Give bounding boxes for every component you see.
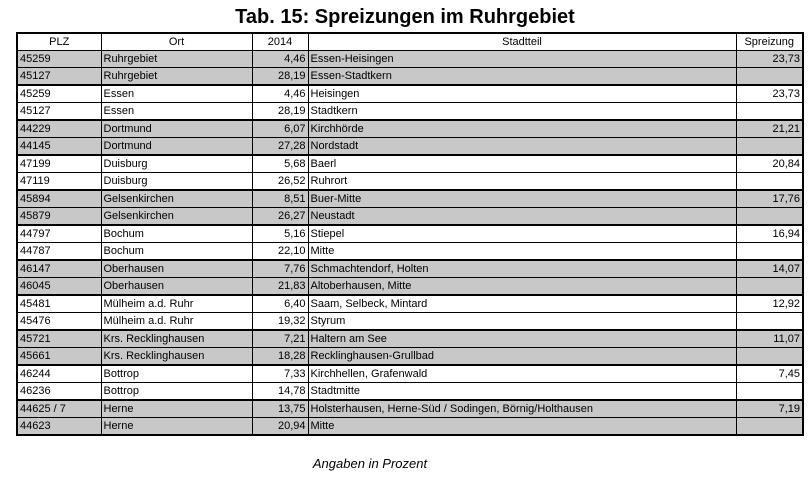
cell-2014: 28,19 <box>252 103 308 121</box>
cell-plz: 45879 <box>17 208 101 226</box>
table-row <box>17 208 803 226</box>
cell-plz: 47119 <box>17 173 101 191</box>
cell-stadtteil: Stadtkern <box>308 103 736 121</box>
cell-ort: Krs. Recklinghausen <box>101 330 252 348</box>
header-row <box>17 33 803 51</box>
table-row <box>17 278 803 296</box>
table-row <box>17 295 803 313</box>
table-row <box>17 260 803 278</box>
header-2014: 2014 <box>252 33 308 51</box>
cell-stadtteil: Buer-Mitte <box>308 190 736 208</box>
cell-spreizung: 16,94 <box>736 225 803 243</box>
table-row <box>17 103 803 121</box>
cell-plz: 46045 <box>17 278 101 296</box>
cell-ort: Dortmund <box>101 138 252 156</box>
cell-plz: 45721 <box>17 330 101 348</box>
cell-stadtteil: Recklinghausen-Grullbad <box>308 348 736 366</box>
cell-spreizung <box>736 208 803 226</box>
cell-ort: Gelsenkirchen <box>101 208 252 226</box>
cell-plz: 45476 <box>17 313 101 331</box>
cell-plz: 45894 <box>17 190 101 208</box>
cell-ort: Essen <box>101 103 252 121</box>
cell-plz: 44797 <box>17 225 101 243</box>
cell-spreizung: 14,07 <box>736 260 803 278</box>
cell-2014: 28,19 <box>252 68 308 86</box>
cell-plz: 46236 <box>17 383 101 401</box>
cell-stadtteil: Kirchhörde <box>308 120 736 138</box>
cell-stadtteil: Holsterhausen, Herne-Süd / Sodingen, Börnig/Holthausen <box>308 400 736 418</box>
cell-stadtteil: Heisingen <box>308 85 736 103</box>
cell-plz: 45259 <box>17 85 101 103</box>
cell-2014: 26,27 <box>252 208 308 226</box>
cell-ort: Ruhrgebiet <box>101 68 252 86</box>
cell-ort: Herne <box>101 400 252 418</box>
cell-spreizung <box>736 138 803 156</box>
cell-ort: Bottrop <box>101 365 252 383</box>
cell-stadtteil: Saam, Selbeck, Mintard <box>308 295 736 313</box>
cell-stadtteil: Essen-Heisingen <box>308 51 736 68</box>
cell-2014: 5,16 <box>252 225 308 243</box>
cell-2014: 4,46 <box>252 51 308 68</box>
cell-spreizung <box>736 313 803 331</box>
cell-spreizung <box>736 348 803 366</box>
table-row <box>17 383 803 401</box>
cell-stadtteil: Mitte <box>308 418 736 436</box>
cell-stadtteil: Ruhrort <box>308 173 736 191</box>
table-row <box>17 400 803 418</box>
cell-plz: 44229 <box>17 120 101 138</box>
table-row <box>17 120 803 138</box>
cell-ort: Krs. Recklinghausen <box>101 348 252 366</box>
cell-spreizung: 21,21 <box>736 120 803 138</box>
cell-stadtteil: Kirchhellen, Grafenwald <box>308 365 736 383</box>
table-row <box>17 348 803 366</box>
cell-ort: Mülheim a.d. Ruhr <box>101 295 252 313</box>
cell-stadtteil: Stiepel <box>308 225 736 243</box>
cell-stadtteil: Altoberhausen, Mitte <box>308 278 736 296</box>
cell-ort: Herne <box>101 418 252 436</box>
cell-spreizung <box>736 173 803 191</box>
table-row <box>17 51 803 68</box>
cell-ort: Ruhrgebiet <box>101 51 252 68</box>
cell-2014: 18,28 <box>252 348 308 366</box>
table-row <box>17 173 803 191</box>
table-row <box>17 225 803 243</box>
cell-2014: 7,76 <box>252 260 308 278</box>
cell-2014: 7,21 <box>252 330 308 348</box>
table-row <box>17 418 803 436</box>
cell-spreizung <box>736 243 803 261</box>
cell-spreizung: 11,07 <box>736 330 803 348</box>
spreizungen-table <box>16 32 804 436</box>
cell-ort: Bochum <box>101 225 252 243</box>
table-row <box>17 68 803 86</box>
footnote: Angaben in Prozent <box>312 456 428 471</box>
cell-plz: 44787 <box>17 243 101 261</box>
header-ort: Ort <box>101 33 252 51</box>
cell-stadtteil: Styrum <box>308 313 736 331</box>
cell-stadtteil: Stadtmitte <box>308 383 736 401</box>
table-row <box>17 365 803 383</box>
cell-plz: 44625 / 7 <box>17 400 101 418</box>
table-row <box>17 243 803 261</box>
cell-ort: Oberhausen <box>101 278 252 296</box>
cell-plz: 44623 <box>17 418 101 436</box>
cell-2014: 6,40 <box>252 295 308 313</box>
cell-2014: 19,32 <box>252 313 308 331</box>
cell-2014: 26,52 <box>252 173 308 191</box>
cell-spreizung <box>736 418 803 436</box>
cell-2014: 14,78 <box>252 383 308 401</box>
cell-ort: Essen <box>101 85 252 103</box>
cell-plz: 45481 <box>17 295 101 313</box>
header-plz: PLZ <box>17 33 101 51</box>
cell-2014: 4,46 <box>252 85 308 103</box>
cell-spreizung <box>736 68 803 86</box>
table-row <box>17 330 803 348</box>
cell-plz: 45259 <box>17 51 101 68</box>
cell-stadtteil: Baerl <box>308 155 736 173</box>
cell-stadtteil: Schmachtendorf, Holten <box>308 260 736 278</box>
cell-stadtteil: Essen-Stadtkern <box>308 68 736 86</box>
cell-stadtteil: Nordstadt <box>308 138 736 156</box>
cell-spreizung: 23,73 <box>736 51 803 68</box>
cell-ort: Gelsenkirchen <box>101 190 252 208</box>
cell-ort: Bochum <box>101 243 252 261</box>
cell-spreizung <box>736 103 803 121</box>
cell-spreizung: 7,45 <box>736 365 803 383</box>
cell-plz: 44145 <box>17 138 101 156</box>
header-stadtteil: Stadtteil <box>308 33 736 51</box>
cell-ort: Mülheim a.d. Ruhr <box>101 313 252 331</box>
table-row <box>17 190 803 208</box>
cell-2014: 13,75 <box>252 400 308 418</box>
cell-2014: 7,33 <box>252 365 308 383</box>
cell-plz: 46147 <box>17 260 101 278</box>
cell-ort: Oberhausen <box>101 260 252 278</box>
cell-2014: 8,51 <box>252 190 308 208</box>
table-row <box>17 313 803 331</box>
cell-2014: 6,07 <box>252 120 308 138</box>
table-row <box>17 155 803 173</box>
cell-plz: 45661 <box>17 348 101 366</box>
cell-stadtteil: Mitte <box>308 243 736 261</box>
cell-2014: 22,10 <box>252 243 308 261</box>
cell-ort: Dortmund <box>101 120 252 138</box>
cell-ort: Duisburg <box>101 173 252 191</box>
header-spreizung: Spreizung <box>736 33 803 51</box>
cell-plz: 46244 <box>17 365 101 383</box>
cell-spreizung <box>736 278 803 296</box>
cell-spreizung: 23,73 <box>736 85 803 103</box>
table-body <box>17 51 803 436</box>
cell-spreizung: 17,76 <box>736 190 803 208</box>
cell-spreizung <box>736 383 803 401</box>
cell-spreizung: 20,84 <box>736 155 803 173</box>
cell-plz: 47199 <box>17 155 101 173</box>
cell-stadtteil: Haltern am See <box>308 330 736 348</box>
cell-plz: 45127 <box>17 103 101 121</box>
cell-2014: 21,83 <box>252 278 308 296</box>
cell-spreizung: 12,92 <box>736 295 803 313</box>
cell-2014: 20,94 <box>252 418 308 436</box>
table-row <box>17 85 803 103</box>
cell-plz: 45127 <box>17 68 101 86</box>
table-title: Tab. 15: Spreizungen im Ruhrgebiet <box>235 6 575 28</box>
table-row <box>17 138 803 156</box>
cell-stadtteil: Neustadt <box>308 208 736 226</box>
cell-spreizung: 7,19 <box>736 400 803 418</box>
cell-ort: Duisburg <box>101 155 252 173</box>
cell-2014: 5,68 <box>252 155 308 173</box>
cell-ort: Bottrop <box>101 383 252 401</box>
cell-2014: 27,28 <box>252 138 308 156</box>
